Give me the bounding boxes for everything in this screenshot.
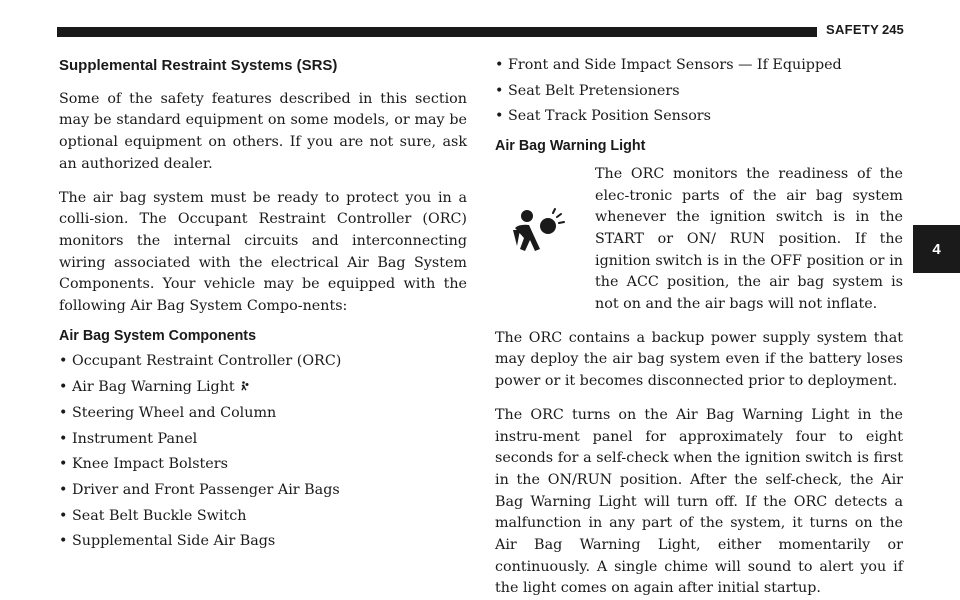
page-number: 245 <box>882 22 904 37</box>
sensors-list <box>495 55 903 128</box>
list-item: • Air Bag Warning Light <box>59 377 467 399</box>
components-list <box>59 351 467 553</box>
intro-paragraph: Some of the safety features described in this section may be standard equipment on some models, or may be optional equipment on others. If you are not sure, ask an authorized dealer. <box>59 90 467 172</box>
warning-light-paragraph: The ORC monitors the readiness of the elec-tronic parts of the air bag system whenever the ignition switch is in the START or ON/ RUN position. If the ignition switch is in the OFF position or in the ACC position, the air bag system is not on and the air bags will not inflate. <box>595 165 903 313</box>
list-item: • Front and Side Impact Sensors — If Equipped <box>495 55 903 77</box>
warning-light-heading: Air Bag Warning Light <box>495 138 646 155</box>
left-column <box>59 55 467 553</box>
airbag-warning-icon <box>509 204 565 260</box>
chapter-tab <box>913 225 960 273</box>
list-item: • Steering Wheel and Column <box>59 403 467 425</box>
list-item: • Seat Belt Pretensioners <box>495 81 903 103</box>
list-item: • Knee Impact Bolsters <box>59 454 467 476</box>
header-rule <box>57 27 817 37</box>
list-item: • Supplemental Side Air Bags <box>59 531 467 553</box>
warning-light-block <box>495 164 903 316</box>
airbag-warning-icon <box>239 380 251 392</box>
list-item: • Occupant Restraint Controller (ORC) <box>59 351 467 373</box>
chapter-number: 4 <box>932 240 941 258</box>
right-column <box>495 55 903 600</box>
backup-power-paragraph: The ORC contains a backup power supply system that may deploy the air bag system even if the battery loses power or it becomes disconnected prior to deployment. <box>495 329 903 390</box>
list-item: • Seat Belt Buckle Switch <box>59 506 467 528</box>
list-item: • Seat Track Position Sensors <box>495 106 903 128</box>
components-heading: Air Bag System Components <box>59 327 257 344</box>
section-title: SAFETY <box>826 22 880 37</box>
airbag-system-paragraph: The air bag system must be ready to protect you in a colli-sion. The Occupant Restraint Controller (ORC) monitors the internal circuits and interconnecting wiring associated with the electrical Air Bag System Components. Your vehicle may be equipped with the following Air Bag System Compo-nents: <box>59 189 467 315</box>
self-check-paragraph: The ORC turns on the Air Bag Warning Light in the instru-ment panel for approximately four to eight seconds for a self-check when the ignition switch is first in the ON/RUN position. After the self-check, the Air Bag Warning Light will turn off. If the ORC detects a malfunction in any part of the system, it turns on the Air Bag Warning Light, either momentarily or continuously. A single chime will sound to alert you if the light comes on again after initial startup. <box>495 406 903 597</box>
section-heading: Supplemental Restraint Systems (SRS) <box>59 57 338 74</box>
list-item: • Instrument Panel <box>59 429 467 451</box>
list-item: • Driver and Front Passenger Air Bags <box>59 480 467 502</box>
